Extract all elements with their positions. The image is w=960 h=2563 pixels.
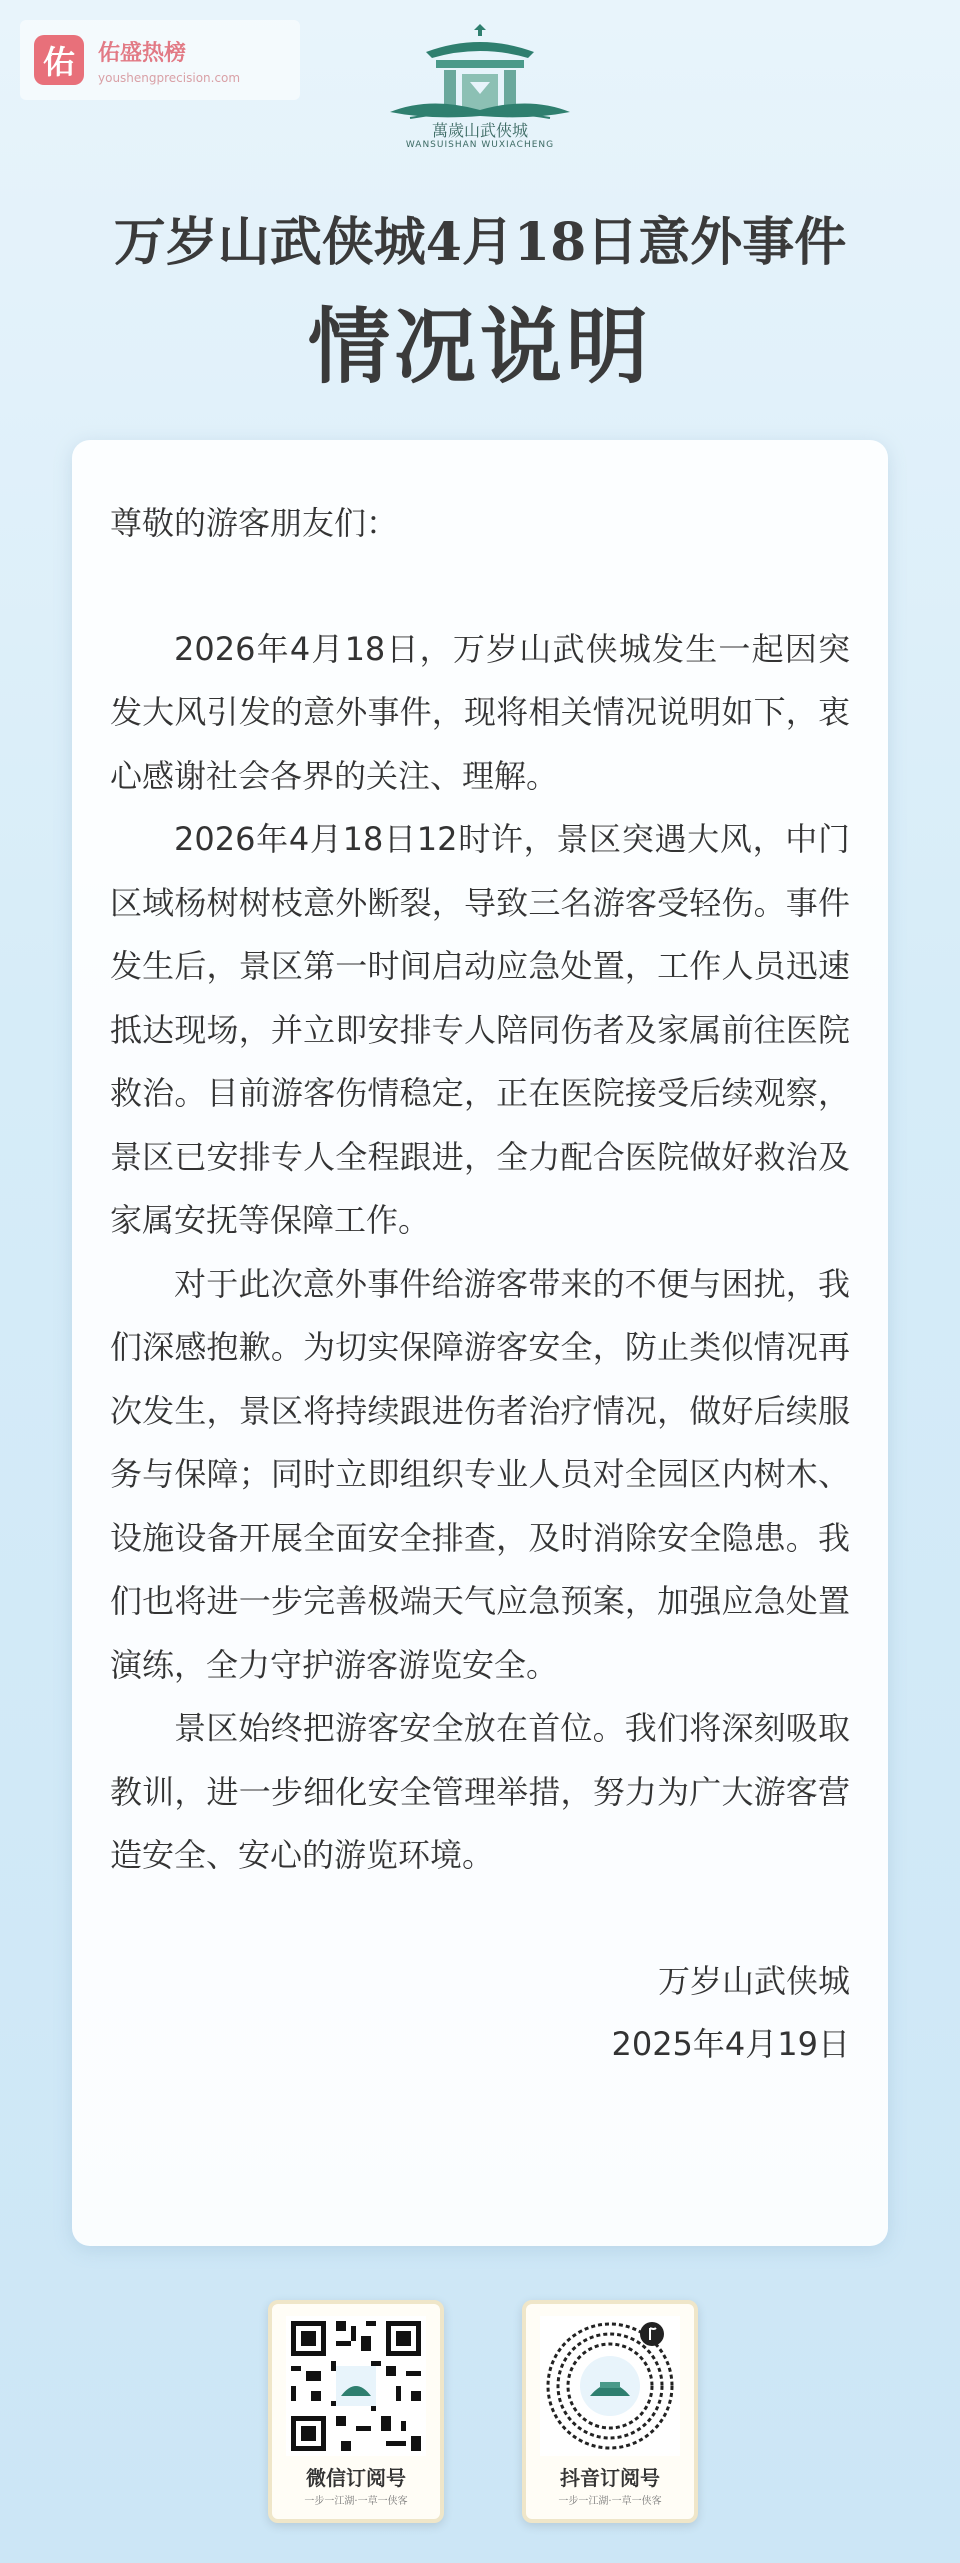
douyin-qr-motto: 一步一江湖·一草一侠客	[558, 2496, 662, 2507]
wechat-qr-motto: 一步一江湖·一草一侠客	[304, 2496, 408, 2507]
paragraph-3: 对于此次意外事件给游客带来的不便与困扰，我们深感抱歉。为切实保障游客安全，防止类似情况再次发生，景区将持续跟进伤者治疗情况，做好后续服务与保障；同时立即组织专业人员对全园区内树木、设施设备开展全面安全排查，及时消除安全隐患。我们也将进一步完善极端天气应急预案，加强应急处置演练，全力守护游客游览安全。	[110, 1264, 850, 1684]
paragraph-4: 景区始终把游客安全放在首位。我们将深刻吸取教训，进一步细化安全管理举措，努力为广大游客营造安全、安心的游览环境。	[110, 1709, 850, 1874]
douyin-qr-label: 抖音订阅号	[560, 2466, 660, 2490]
date: 2025年4月19日	[611, 2025, 850, 2063]
douyin-qr-icon	[540, 2316, 680, 2456]
watermark-url: youshengprecision.com	[98, 70, 241, 85]
wechat-qr-card[interactable]	[268, 2300, 444, 2523]
brand-pinyin: WANSUISHAN WUXIACHENG	[405, 140, 555, 150]
signature: 万岁山武侠城	[657, 1961, 850, 2000]
watermark-logo-icon: 佑	[34, 35, 84, 85]
paragraph-2: 2026年4月18日12时许，景区突遇大风，中门区域杨树树枝意外断裂，导致三名游客受轻伤。事件发生后，景区第一时间启动应急处置，工作人员迅速抵达现场，并立即安排专人陪同伤者及家属前往医院救治。目前游客伤情稳定，正在医院接受后续观察，景区已安排专人全程跟进，全力配合医院做好救治及家属安抚等保障工作。	[110, 820, 850, 1239]
statement-content	[110, 492, 850, 2077]
douyin-qr-card[interactable]	[522, 2300, 698, 2523]
page-subtitle: 情况说明	[307, 299, 652, 395]
wechat-qr-icon	[286, 2316, 426, 2456]
watermark-name: 佑盛热榜	[98, 40, 187, 66]
wechat-qr-label: 微信订阅号	[306, 2466, 406, 2490]
brand-name: 萬歲山武俠城	[431, 121, 528, 140]
watermark	[20, 20, 300, 100]
page-title: 万岁山武侠城4月18日意外事件	[113, 212, 847, 273]
statement-card	[72, 440, 888, 2246]
paragraph-1: 2026年4月18日，万岁山武侠城发生一起因突发大风引发的意外事件，现将相关情况说明如下，衷心感谢社会各界的关注、理解。	[110, 629, 850, 795]
greeting: 尊敬的游客朋友们：	[110, 504, 399, 542]
